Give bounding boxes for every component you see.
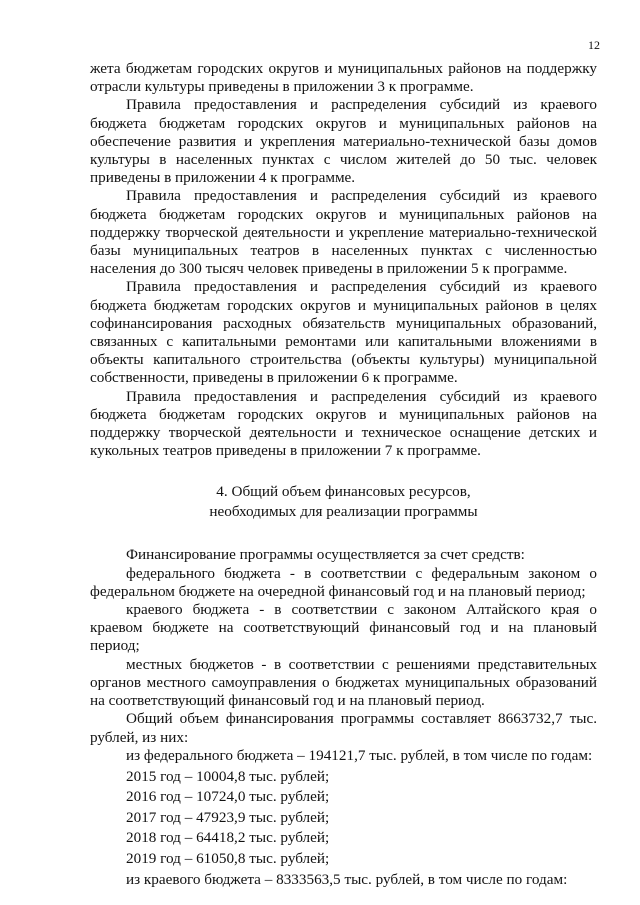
list-item: 2016 год – 10724,0 тыс. рублей; — [126, 788, 330, 806]
paragraph-appendix-3: жета бюджетам городских округов и муниципальных районов на поддержку отрасли культуры приведены в приложении 3 к программе. — [90, 60, 597, 96]
list-item: 2017 год – 47923,9 тыс. рублей; — [126, 808, 330, 826]
paragraph-appendix-7: Правила предоставления и распределения субсидий из краевого бюджета бюджетам городских округов и муниципальных районов на поддержку творческой деятельности и техническое оснащение детских и кукольных театров приведены в приложении 7 к программе. — [90, 387, 597, 460]
section-heading-line-1: 4. Общий объем финансовых ресурсов, — [216, 483, 471, 501]
paragraph-appendix-6: Правила предоставления и распределения субсидий из краевого бюджета бюджетам городских округов и муниципальных районов в целях софинансирования расходных обязательств муниципальных образований, связанных с капитальными ремонтами или капитальными вложениями в объекты капитального строительства (объекты культуры) муниципальной собственности, приведены в приложении 6 к программе. — [90, 278, 597, 387]
paragraph-local-budgets: местных бюджетов - в соответствии с решениями представительных органов местного самоуправления о бюджетах муниципальных образований на соответствующий финансовый год и на плановый период. — [90, 655, 597, 710]
section-heading — [90, 482, 597, 522]
paragraph-appendix-5: Правила предоставления и распределения субсидий из краевого бюджета бюджетам городских округов и муниципальных районов на поддержку творческой деятельности и укрепление материально-технической базы муниципальных театров в населенных пунктах с численностью населения до 300 тысяч человек приведены в приложении 5 к программе. — [90, 187, 597, 278]
list-item: 2018 год – 64418,2 тыс. рублей; — [126, 829, 330, 847]
paragraph-regional-budget: краевого бюджета - в соответствии с законом Алтайского края о краевом бюджете на соответствующий финансовый год и на плановый период; — [90, 601, 597, 655]
list-item: 2015 год – 10004,8 тыс. рублей; — [126, 767, 330, 785]
paragraph-total-financing: Общий объем финансирования программы составляет 8663732,7 тыс. рублей, из них: — [90, 710, 597, 746]
paragraph-federal-amount: из федерального бюджета – 194121,7 тыс. рублей, в том числе по годам: — [126, 746, 593, 764]
federal-by-year-list — [90, 767, 597, 870]
paragraph-appendix-4: Правила предоставления и распределения субсидий из краевого бюджета бюджетам городских округов и муниципальных районов на обеспечение развития и укрепления материально-технической базы домов культуры в населенных пунктах с числом жителей до 50 тыс. человек приведены в приложении 4 к программе. — [90, 96, 597, 187]
paragraph-federal-budget: федерального бюджета - в соответствии с федеральным законом о федеральном бюджете на очередной финансовый год и на плановый период; — [90, 564, 597, 600]
page-number: 12 — [588, 38, 600, 52]
document-body — [90, 60, 597, 890]
section-heading-line-2: необходимых для реализации программы — [209, 503, 478, 521]
paragraph-financing-sources: Финансирование программы осуществляется за счет средств: — [126, 546, 525, 564]
list-item: 2019 год – 61050,8 тыс. рублей; — [126, 849, 330, 867]
paragraph-regional-amount: из краевого бюджета – 8333563,5 тыс. рублей, в том числе по годам: — [126, 871, 568, 889]
